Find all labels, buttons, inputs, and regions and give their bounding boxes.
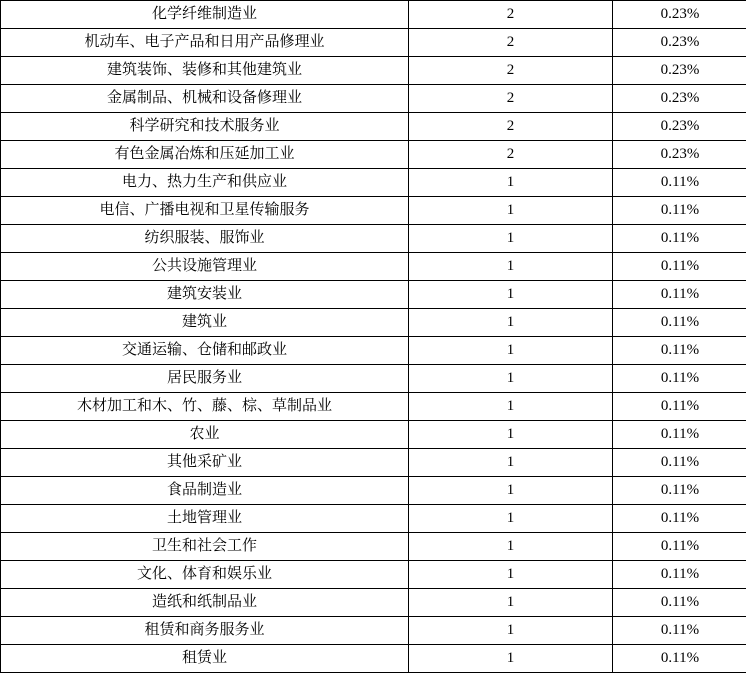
industry-percent-cell: 0.23% xyxy=(613,57,746,85)
industry-name-cell: 化学纤维制造业 xyxy=(1,1,409,29)
industry-percent-cell: 0.11% xyxy=(613,197,746,225)
table-row xyxy=(1,169,746,197)
table-row xyxy=(1,29,746,57)
industry-name-cell: 纺织服装、服饰业 xyxy=(1,225,409,253)
table-row xyxy=(1,449,746,477)
table-row xyxy=(1,57,746,85)
industry-name-cell: 文化、体育和娱乐业 xyxy=(1,561,409,589)
industry-percent-cell: 0.11% xyxy=(613,617,746,645)
industry-name-cell: 卫生和社会工作 xyxy=(1,533,409,561)
industry-count-cell: 1 xyxy=(409,169,613,197)
industry-count-cell: 1 xyxy=(409,309,613,337)
industry-count-cell: 1 xyxy=(409,225,613,253)
industry-count-cell: 1 xyxy=(409,617,613,645)
industry-name-cell: 电力、热力生产和供应业 xyxy=(1,169,409,197)
industry-percent-cell: 0.11% xyxy=(613,533,746,561)
table-row xyxy=(1,533,746,561)
industry-count-cell: 1 xyxy=(409,589,613,617)
industry-percent-cell: 0.11% xyxy=(613,253,746,281)
industry-count-cell: 1 xyxy=(409,253,613,281)
industry-percent-cell: 0.23% xyxy=(613,85,746,113)
table-row xyxy=(1,505,746,533)
industry-count-cell: 2 xyxy=(409,1,613,29)
industry-name-cell: 食品制造业 xyxy=(1,477,409,505)
table-row xyxy=(1,225,746,253)
industry-percent-cell: 0.11% xyxy=(613,169,746,197)
industry-name-cell: 有色金属冶炼和压延加工业 xyxy=(1,141,409,169)
industry-count-cell: 1 xyxy=(409,197,613,225)
table-row xyxy=(1,113,746,141)
industry-name-cell: 农业 xyxy=(1,421,409,449)
industry-percent-cell: 0.11% xyxy=(613,281,746,309)
table-row xyxy=(1,337,746,365)
table-row xyxy=(1,645,746,673)
industry-count-cell: 2 xyxy=(409,85,613,113)
industry-count-cell: 1 xyxy=(409,337,613,365)
table-row xyxy=(1,365,746,393)
industry-name-cell: 交通运输、仓储和邮政业 xyxy=(1,337,409,365)
industry-name-cell: 公共设施管理业 xyxy=(1,253,409,281)
industry-percent-cell: 0.11% xyxy=(613,365,746,393)
industry-percent-cell: 0.11% xyxy=(613,309,746,337)
industry-name-cell: 建筑装饰、装修和其他建筑业 xyxy=(1,57,409,85)
industry-count-cell: 1 xyxy=(409,645,613,673)
industry-percent-cell: 0.11% xyxy=(613,645,746,673)
industry-name-cell: 造纸和纸制品业 xyxy=(1,589,409,617)
industry-count-cell: 1 xyxy=(409,449,613,477)
industry-percent-cell: 0.11% xyxy=(613,393,746,421)
industry-count-cell: 2 xyxy=(409,141,613,169)
industry-percent-cell: 0.11% xyxy=(613,589,746,617)
industry-count-cell: 1 xyxy=(409,561,613,589)
industry-name-cell: 建筑业 xyxy=(1,309,409,337)
industry-count-cell: 1 xyxy=(409,281,613,309)
table-row xyxy=(1,561,746,589)
industry-name-cell: 木材加工和木、竹、藤、棕、草制品业 xyxy=(1,393,409,421)
industry-percent-cell: 0.23% xyxy=(613,29,746,57)
industry-count-cell: 1 xyxy=(409,533,613,561)
industry-percent-cell: 0.23% xyxy=(613,141,746,169)
table-row xyxy=(1,393,746,421)
industry-name-cell: 金属制品、机械和设备修理业 xyxy=(1,85,409,113)
industry-count-cell: 2 xyxy=(409,113,613,141)
table-row xyxy=(1,85,746,113)
industry-name-cell: 其他采矿业 xyxy=(1,449,409,477)
industry-name-cell: 租赁业 xyxy=(1,645,409,673)
table-row xyxy=(1,477,746,505)
table-row xyxy=(1,589,746,617)
industry-name-cell: 租赁和商务服务业 xyxy=(1,617,409,645)
table-row xyxy=(1,309,746,337)
industry-count-cell: 1 xyxy=(409,393,613,421)
industry-percent-cell: 0.11% xyxy=(613,477,746,505)
industry-percent-cell: 0.11% xyxy=(613,505,746,533)
table-row xyxy=(1,141,746,169)
industry-percent-cell: 0.23% xyxy=(613,1,746,29)
industry-percent-cell: 0.11% xyxy=(613,561,746,589)
table-row xyxy=(1,617,746,645)
industry-percent-cell: 0.11% xyxy=(613,449,746,477)
industry-name-cell: 建筑安装业 xyxy=(1,281,409,309)
industry-count-cell: 1 xyxy=(409,505,613,533)
table-body xyxy=(1,1,746,673)
industry-count-cell: 2 xyxy=(409,57,613,85)
industry-count-cell: 1 xyxy=(409,365,613,393)
industry-name-cell: 科学研究和技术服务业 xyxy=(1,113,409,141)
industry-name-cell: 土地管理业 xyxy=(1,505,409,533)
table-row xyxy=(1,197,746,225)
industry-count-cell: 2 xyxy=(409,29,613,57)
industry-percent-cell: 0.11% xyxy=(613,421,746,449)
table-row xyxy=(1,421,746,449)
industry-name-cell: 电信、广播电视和卫星传输服务 xyxy=(1,197,409,225)
industry-count-cell: 1 xyxy=(409,421,613,449)
table-row xyxy=(1,253,746,281)
table-row xyxy=(1,1,746,29)
industry-percent-cell: 0.23% xyxy=(613,113,746,141)
table-row xyxy=(1,281,746,309)
industry-percent-cell: 0.11% xyxy=(613,337,746,365)
industry-name-cell: 居民服务业 xyxy=(1,365,409,393)
industry-count-cell: 1 xyxy=(409,477,613,505)
industry-name-cell: 机动车、电子产品和日用产品修理业 xyxy=(1,29,409,57)
industry-percent-cell: 0.11% xyxy=(613,225,746,253)
